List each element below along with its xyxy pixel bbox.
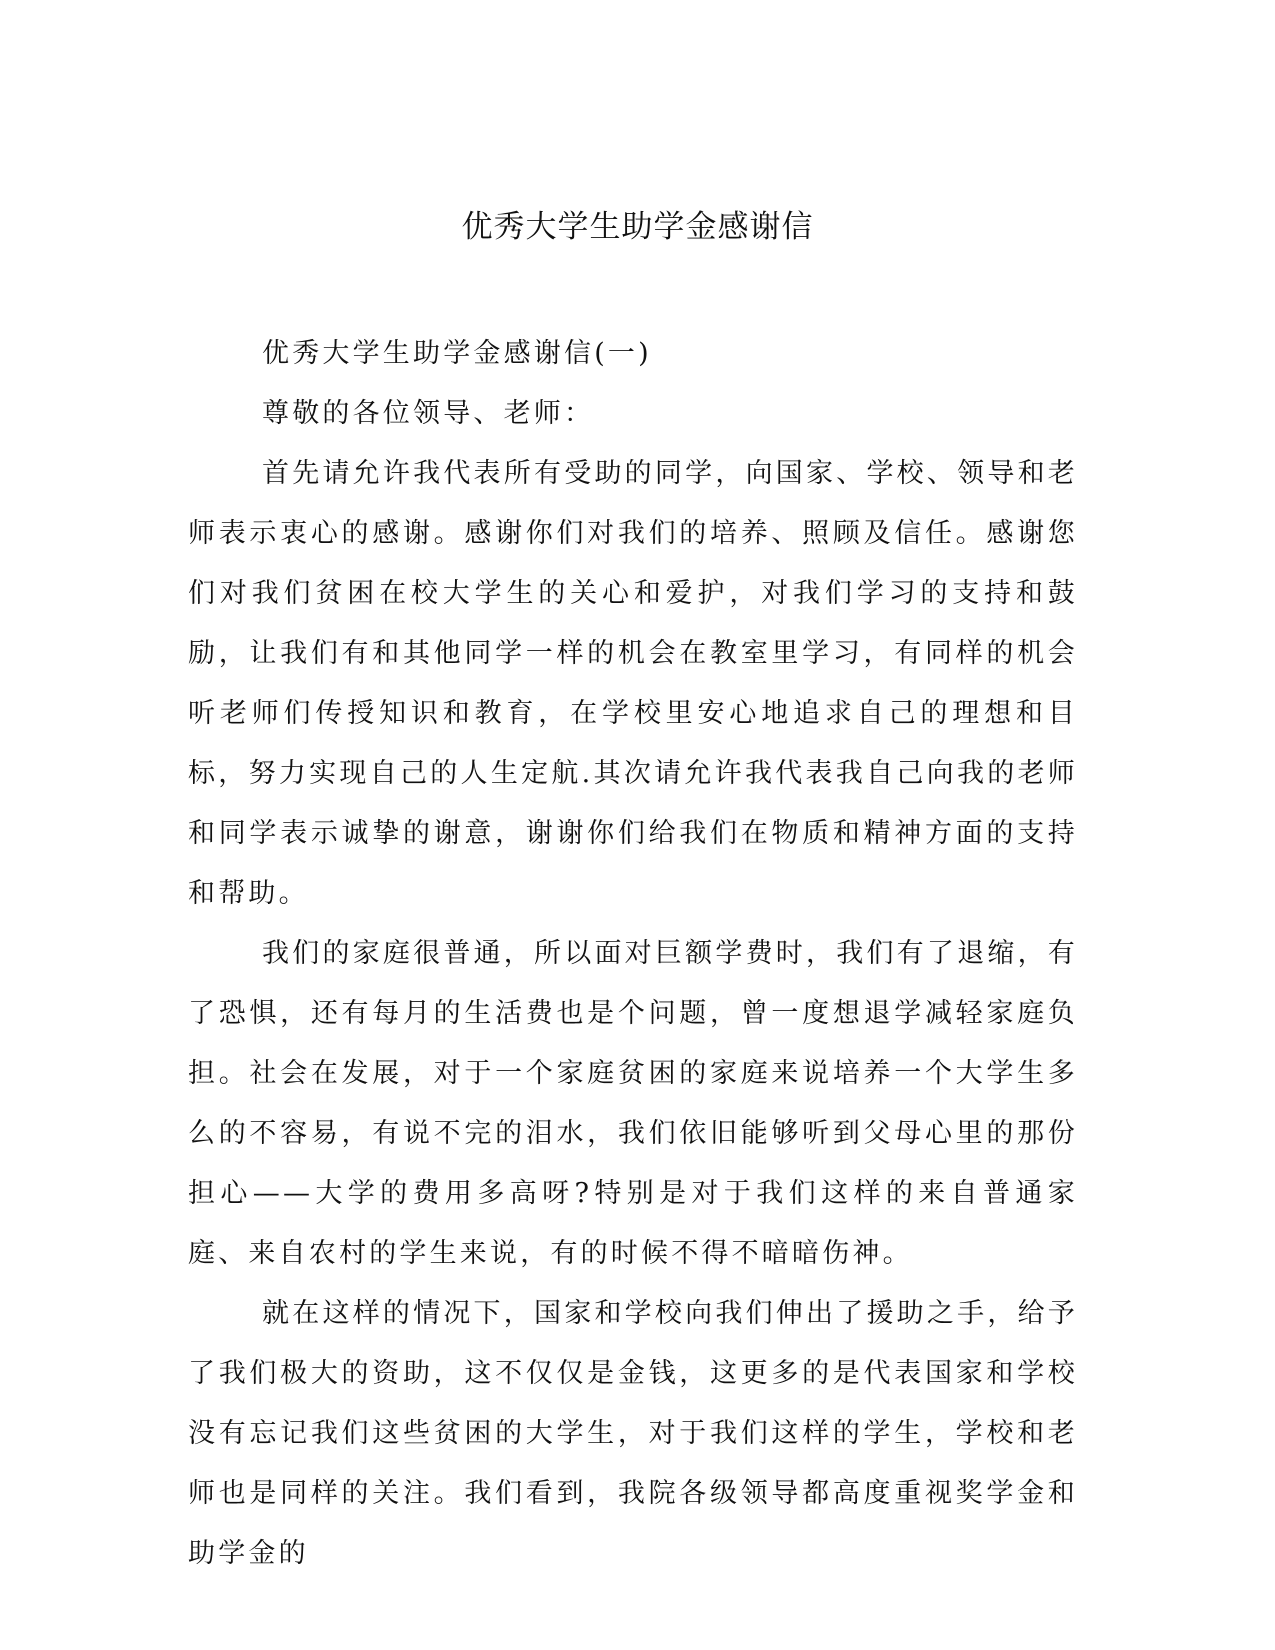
subtitle-paragraph: 优秀大学生助学金感谢信(一) [262,338,652,369]
salutation-paragraph: 尊敬的各位领导、老师： [262,398,595,429]
body-paragraph: 就在这样的情况下，国家和学校向我们伸出了援助之手，给予了我们极大的资助，这不仅仅是金钱，这更多的是代表国家和学校没有忘记我们这些贫困的大学生，对于我们这样的学生，学校和老师也是同样的关注。我们看到，我院各级领导都高度重视奖学金和助学金的 [188,1298,1078,1569]
body-paragraph: 我们的家庭很普通，所以面对巨额学费时，我们有了退缩，有了恐惧，还有每月的生活费也是个问题，曾一度想退学减轻家庭负担。社会在发展，对于一个家庭贫困的家庭来说培养一个大学生多么的不容易，有说不完的泪水，我们依旧能够听到父母心里的那份担心——大学的费用多高呀?特别是对于我们这样的来自普通家庭、来自农村的学生来说，有的时候不得不暗暗伤神。 [188,938,1078,1269]
document-title: 优秀大学生助学金感谢信 [461,209,814,245]
body-paragraph: 首先请允许我代表所有受助的同学，向国家、学校、领导和老师表示衷心的感谢。感谢你们对我们的培养、照顾及信任。感谢您们对我们贫困在校大学生的关心和爱护，对我们学习的支持和鼓励，让我们有和其他同学一样的机会在教室里学习，有同样的机会听老师们传授知识和教育，在学校里安心地追求自己的理想和目标，努力实现自己的人生定航.其次请允许我代表我自己向我的老师和同学表示诚挚的谢意，谢谢你们给我们在物质和精神方面的支持和帮助。 [188,458,1078,909]
document-body [188,324,1078,1584]
